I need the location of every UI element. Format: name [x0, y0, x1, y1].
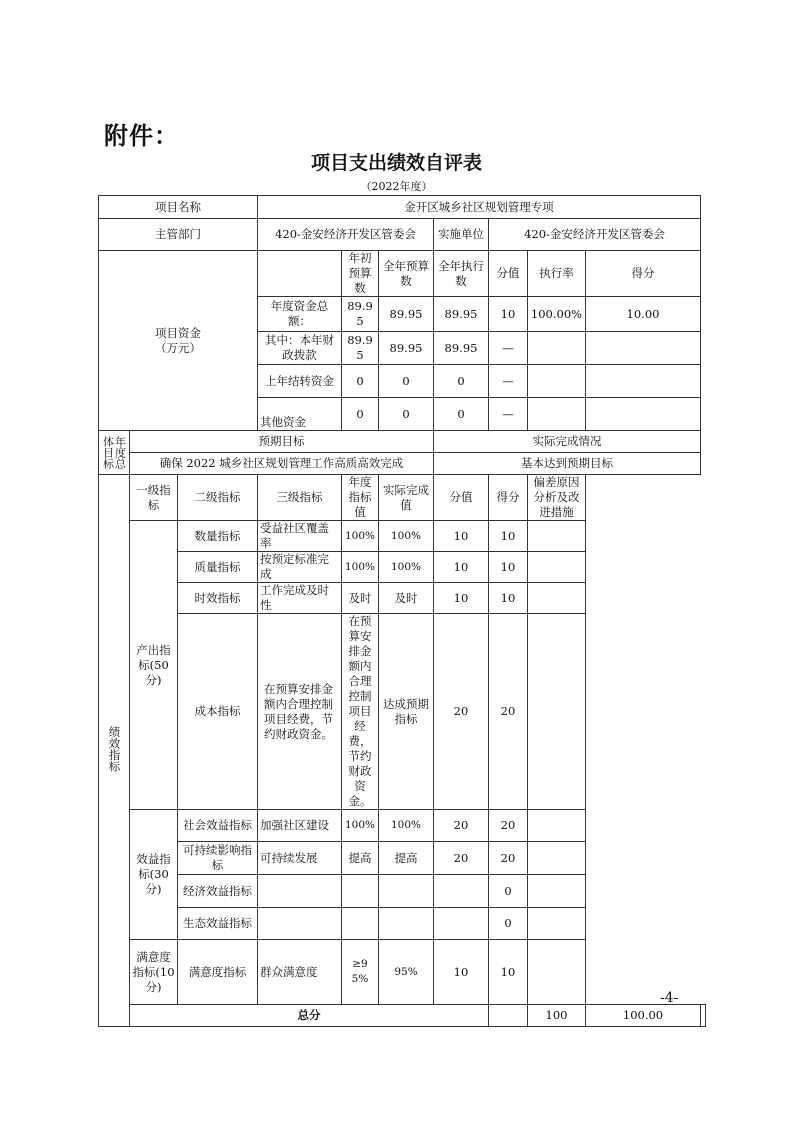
indicator-row — [99, 908, 706, 940]
page-subtitle: （2022年度） — [360, 180, 433, 193]
funds-row-initial: 89.95 — [342, 297, 379, 332]
ind-note — [528, 875, 586, 908]
ind-weight: 10 — [434, 583, 489, 614]
funds-row-score — [586, 398, 701, 431]
total-row — [99, 1005, 706, 1027]
funds-label-line2: （万元） — [155, 340, 201, 355]
ind-level3: 群众满意度 — [258, 940, 342, 1005]
indicator-row — [99, 521, 706, 552]
ind-weight: 20 — [434, 810, 489, 842]
total-note — [701, 1005, 706, 1027]
ind-score: 20 — [489, 614, 528, 810]
ind-header-note: 偏差原因分析及改进措施 — [528, 475, 586, 521]
ind-level2: 社会效益指标 — [178, 810, 258, 842]
indicator-row — [99, 614, 706, 810]
ind-header-actual: 实际完成值 — [379, 475, 434, 521]
goals-actual-header: 实际完成情况 — [434, 431, 701, 453]
funds-header-initial: 年初预算数 — [342, 251, 379, 297]
project-name-value: 金开区城乡社区规划管理专项 — [258, 196, 701, 219]
funds-row-weight: — — [489, 398, 528, 431]
dept-row — [99, 219, 706, 251]
ind-level1-satisfaction: 满意度指标(10分) — [130, 940, 178, 1005]
total-label: 总分 — [130, 1005, 489, 1027]
ind-level2: 成本指标 — [178, 614, 258, 810]
indicators-side-label-text: 绩效指标 — [107, 725, 122, 772]
ind-actual: 达成预期指标 — [379, 614, 434, 810]
dept-label: 主管部门 — [99, 219, 258, 251]
ind-target: 及时 — [342, 583, 379, 614]
ind-actual — [379, 875, 434, 908]
funds-row-weight: 10 — [489, 297, 528, 332]
ind-header-level3: 三级指标 — [258, 475, 342, 521]
ind-level3 — [258, 875, 342, 908]
ind-level2: 生态效益指标 — [178, 908, 258, 940]
ind-note — [528, 810, 586, 842]
goals-header-row — [99, 431, 706, 453]
funds-row-score — [586, 332, 701, 365]
funds-row-annual: 89.95 — [379, 332, 434, 365]
ind-actual: 提高 — [379, 842, 434, 875]
funds-row-annual: 0 — [379, 365, 434, 398]
ind-note — [528, 552, 586, 583]
funds-row-annual: 0 — [379, 398, 434, 431]
funds-row-rate: 100.00% — [528, 297, 586, 332]
ind-target: 100% — [342, 521, 379, 552]
ind-note — [528, 614, 586, 810]
funds-label — [99, 251, 258, 431]
ind-note — [528, 842, 586, 875]
impl-value: 420-金安经济开发区管委会 — [489, 219, 701, 251]
ind-actual: 100% — [379, 810, 434, 842]
ind-header-score: 得分 — [489, 475, 528, 521]
indicator-row — [99, 842, 706, 875]
ind-level3: 按预定标准完成 — [258, 552, 342, 583]
ind-target: 100% — [342, 810, 379, 842]
funds-row-score — [586, 365, 701, 398]
ind-actual — [379, 908, 434, 940]
ind-score: 0 — [489, 908, 528, 940]
ind-level3: 受益社区覆盖率 — [258, 521, 342, 552]
goals-side-label — [99, 431, 130, 475]
funds-header-row — [99, 251, 706, 297]
ind-actual: 及时 — [379, 583, 434, 614]
ind-weight: 10 — [434, 521, 489, 552]
funds-row-executed: 0 — [434, 398, 489, 431]
funds-row-initial: 0 — [342, 398, 379, 431]
attachment-label: 附件： — [104, 122, 179, 150]
ind-note — [528, 940, 586, 1005]
goals-side-label-col1: 体目标 — [101, 436, 115, 469]
ind-weight — [434, 875, 489, 908]
dept-value: 420-金安经济开发区管委会 — [258, 219, 434, 251]
ind-level2: 可持续影响指标 — [178, 842, 258, 875]
ind-weight — [434, 908, 489, 940]
funds-row-executed: 89.95 — [434, 297, 489, 332]
ind-note — [528, 583, 586, 614]
funds-header-weight: 分值 — [489, 251, 528, 297]
ind-target: ≥95% — [342, 940, 379, 1005]
funds-row-name: 年度资金总额： — [258, 297, 342, 332]
funds-row-name: 其中：本年财政拨款 — [258, 332, 342, 365]
ind-target: 在预算安排金额内合理控制项目经费，节约财政资金。 — [342, 614, 379, 810]
ind-actual: 95% — [379, 940, 434, 1005]
ind-target — [342, 908, 379, 940]
project-name-label: 项目名称 — [99, 196, 258, 219]
ind-actual: 100% — [379, 521, 434, 552]
funds-header-annual: 全年预算数 — [379, 251, 434, 297]
indicators-header-row — [99, 475, 706, 521]
ind-target — [342, 875, 379, 908]
ind-header-level1: 一级指标 — [130, 475, 178, 521]
funds-row-weight: — — [489, 332, 528, 365]
performance-table — [98, 195, 706, 1027]
total-weight: 100 — [528, 1005, 586, 1027]
funds-row-annual: 89.95 — [379, 297, 434, 332]
ind-level3: 可持续发展 — [258, 842, 342, 875]
funds-row-executed: 0 — [434, 365, 489, 398]
ind-score: 10 — [489, 521, 528, 552]
ind-score: 10 — [489, 552, 528, 583]
page-number: -4- — [660, 990, 679, 1006]
funds-row-initial: 89.95 — [342, 332, 379, 365]
ind-weight: 20 — [434, 842, 489, 875]
ind-header-target: 年度指标值 — [342, 475, 379, 521]
ind-weight: 10 — [434, 940, 489, 1005]
ind-level1-benefit: 效益指标(30分) — [130, 810, 178, 940]
funds-row-rate — [528, 365, 586, 398]
funds-row-executed: 89.95 — [434, 332, 489, 365]
ind-score: 20 — [489, 842, 528, 875]
goals-expected-value: 确保 2022 城乡社区规划管理工作高质高效完成 — [130, 453, 434, 475]
ind-actual: 100% — [379, 552, 434, 583]
funds-row-weight: — — [489, 365, 528, 398]
indicator-row — [99, 583, 706, 614]
page-title: 项目支出绩效自评表 — [310, 152, 482, 174]
project-name-row — [99, 196, 706, 219]
ind-level3: 工作完成及时性 — [258, 583, 342, 614]
impl-label: 实施单位 — [434, 219, 489, 251]
ind-level1-output: 产出指标(50分) — [130, 521, 178, 810]
indicator-row — [99, 810, 706, 842]
ind-level2: 时效指标 — [178, 583, 258, 614]
ind-score: 10 — [489, 940, 528, 1005]
ind-level3: 加强社区建设 — [258, 810, 342, 842]
funds-row-name: 上年结转资金 — [258, 365, 342, 398]
indicator-row — [99, 552, 706, 583]
funds-header-score: 得分 — [586, 251, 701, 297]
ind-level2: 质量指标 — [178, 552, 258, 583]
funds-header-executed: 全年执行数 — [434, 251, 489, 297]
ind-target: 提高 — [342, 842, 379, 875]
ind-level3 — [258, 908, 342, 940]
ind-target: 100% — [342, 552, 379, 583]
ind-level3: 在预算安排金额内合理控制项目经费，节约财政资金。 — [258, 614, 342, 810]
goals-actual-value: 基本达到预期目标 — [434, 453, 701, 475]
ind-weight: 10 — [434, 552, 489, 583]
goals-value-row — [99, 453, 706, 475]
indicator-row — [99, 875, 706, 908]
ind-score: 20 — [489, 810, 528, 842]
ind-weight: 20 — [434, 614, 489, 810]
funds-row-initial: 0 — [342, 365, 379, 398]
ind-note — [528, 908, 586, 940]
funds-label-line1: 项目资金 — [155, 325, 201, 340]
total-actual — [489, 1005, 528, 1027]
ind-note — [528, 521, 586, 552]
total-score: 100.00 — [586, 1005, 701, 1027]
funds-header-blank — [258, 251, 342, 297]
ind-score: 0 — [489, 875, 528, 908]
ind-header-level2: 二级指标 — [178, 475, 258, 521]
funds-row-score: 10.00 — [586, 297, 701, 332]
ind-level2: 数量指标 — [178, 521, 258, 552]
funds-row-name: 其他资金 — [258, 398, 342, 431]
ind-header-weight: 分值 — [434, 475, 489, 521]
indicators-side-label — [99, 475, 130, 1027]
funds-row-rate — [528, 332, 586, 365]
funds-row-rate — [528, 398, 586, 431]
goals-expected-header: 预期目标 — [130, 431, 434, 453]
ind-score: 10 — [489, 583, 528, 614]
ind-level2: 经济效益指标 — [178, 875, 258, 908]
indicator-row — [99, 940, 706, 1005]
goals-side-label-col2: 年度总 — [113, 436, 127, 469]
funds-header-rate: 执行率 — [528, 251, 586, 297]
ind-level2: 满意度指标 — [178, 940, 258, 1005]
